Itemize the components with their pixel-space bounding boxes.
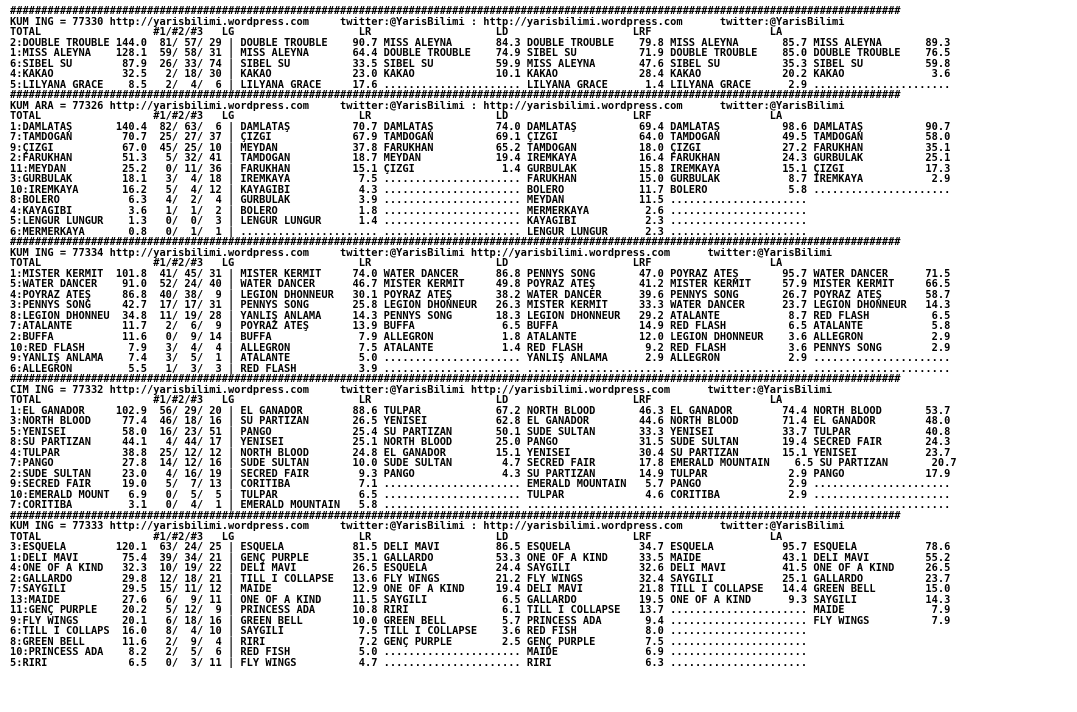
data-row-line: 6:ALLEGRON 5.5 1/ 3/ 3 | RED FLASH 3.9 ...................... ...................... ...................... ...................... [10,363,951,375]
data-row-line: 5:YENİSEİ 58.0 16/ 23/ 51 | PANGO 25.4 SU PARTİZAN 50.1 SUDE SULTAN 33.3 YENİSEİ 33.7 TULPAR 40.8 [10,426,951,438]
data-row-line: 4:POYRAZ ATEŞ 86.8 40/ 38/ 9 | LEGION DHONNEUR 30.1 POYRAZ ATEŞ 38.2 WATER DANCER 39.6 PENNYS SONG 26.7 POYRAZ ATEŞ 58.7 [10,289,951,301]
data-row-line: 2:FARUKHAN 51.3 5/ 32/ 41 | TAMDOĞAN 18.7 MEYDAN 19.4 İREMKAYA 16.4 FARUKHAN 24.3 GÜRBULAK 25.1 [10,153,951,164]
data-row-line: 8:BOLERO 6.3 4/ 2/ 4 | GÜRBULAK 3.9 ...................... MEYDAN 11.5 ...................... [10,195,808,206]
data-row-line: 11:MEYDAN 25.2 0/ 11/ 36 | FARUKHAN 15.1 ÇIZGI 1.4 GÜRBULAK 15.8 İREMKAYA 15.1 ÇIZGI 17.3 [10,163,951,175]
data-row-line: 5:RİRİ 6.5 0/ 3/ 11 | FLY WINGS 4.7 ...................... RİRİ 6.3 ...................... [10,657,808,669]
data-row-line: 4:KAYAGIBI 3.6 1/ 1/ 2 | BOLERO 1.8 ...................... MERMERKAYA 2.6 ...................... [10,205,808,217]
data-row-line: 1:EL GANADOR 102.9 56/ 29/ 20 | EL GANADOR 88.6 TULPAR 67.2 NORTH BLOOD 46.3 EL GANADOR 74.4 NORTH BLOOD 53.7 [10,405,951,417]
data-row-line: 7:TAMDOĞAN 70.7 25/ 27/ 37 | ÇIZGI 67.9 TAMDOĞAN 69.1 ÇIZGI 64.0 TAMDOĞAN 49.5 TAMDOĞAN 58.0 [10,132,951,143]
data-row-line: 9:YANLIŞ ANLAMA 7.4 3/ 5/ 1 | ATALANTE 5.0 ...................... YANLIŞ ANLAMA 2.9 ALLEGRON 2.9 ...................... [10,353,951,364]
data-row-line: 7:PANGO 27.8 14/ 12/ 16 | SUDE SULTAN 10.0 SUDE SULTAN 4.7 SECRED FAIR 17.8 EMERALD MOUNTAIN 6.5 SU PARTİZAN 20.7 [10,458,957,469]
data-row-line: 2:SUDE SULTAN 23.0 4/ 16/ 19 | SECRED FAIR 9.3 PANGO 4.3 SU PARTİZAN 14.9 TULPAR 2.9 PANGO 17.9 [10,468,951,480]
separator-line: ############################################################################################################################################### [10,510,901,522]
data-row-line: 2:BUFFA 11.6 0/ 9/ 14 | BUFFA 7.9 ALLEGRON 1.8 ATALANTE 12.0 LEGION DHONNEUR 3.6 ALLEGRON 2.9 [10,331,951,343]
data-row-line: 4:KAKAO 32.5 2/ 18/ 30 | KAKAO 23.0 KAKAO 10.1 KAKAO 28.4 KAKAO 20.2 KAKAO 3.6 [10,69,951,80]
data-row-line: 1:MISTER KERMİT 101.8 41/ 45/ 31 | MISTER KERMİT 74.0 WATER DANCER 86.8 PENNYS SONG 47.0 POYRAZ ATEŞ 95.7 WATER DANCER 71.5 [10,268,951,280]
race-header-line: KUM ING = 77330 http://yarisbilimi.wordpress.com twitter:@YarisBilimi : http://yarisbilimi.wordpress.com twitter:@YarisBilimi [10,16,845,28]
race-header-line: KUM ING = 77334 http://yarisbilimi.wordpress.com twitter:@YarisBilimi http://yarisbilimi.wordpress.com twitter:@YarisBilimi [10,247,833,259]
data-row-line: 3:NORTH BLOOD 77.4 46/ 18/ 16 | SU PARTIZAN 26.5 YENİSEİ 62.8 EL GANADOR 44.6 NORTH BLOOD 71.4 EL GANADOR 48.0 [10,416,951,427]
column-header-line: TOTAL #1/#2/#3 LG LR LD LRF LA [10,111,783,122]
separator-line: ############################################################################################################################################### [10,90,901,101]
data-row-line: 9:SECRED FAIR 19.0 5/ 7/ 13 | CORITIBA 7.1 ...................... EMERALD MOUNTAIN 5.7 PANGO 2.9 ...................... [10,479,951,490]
data-row-line: 5:LILYANA GRACE 8.5 2/ 4/ 6 | LILYANA GRACE 17.6 ...................... LILYANA GRACE 1.4 LILYANA GRACE 2.9 ...................... [10,79,951,91]
data-row-line: 1:DELİ MAVİ 75.4 39/ 34/ 21 | GENÇ PURPLE 35.1 GALLARDO 53.3 ONE OF A KIND 33.5 MAIDE 43.1 DELİ MAVİ 55.2 [10,552,951,564]
column-header-line: TOTAL #1/#2/#3 LG LR LD LRF LA [10,395,783,406]
data-row-line: 10:İREMKAYA 16.2 5/ 4/ 12 | KAYAGIBI 4.3 ...................... BOLERO 11.7 BOLERO 5.8 ...................... [10,184,951,196]
data-row-line: 7:SAYGILI 29.5 15/ 11/ 12 | MAIDE 12.9 ONE OF A KIND 19.4 DELİ MAVİ 21.8 TILL I COLLAPSE 14.4 GREEN BELL 15.0 [10,584,951,595]
data-row-line: 7:ATALANTE 11.7 2/ 6/ 9 | POYRAZ ATEŞ 13.9 BUFFA 6.5 BUFFA 14.9 RED FLASH 6.5 ATALANTE 5.8 [10,321,951,332]
data-row-line: 3:ESQUELA 120.1 63/ 24/ 25 | ESQUELA 81.5 DELİ MAVİ 86.5 ESQUELA 34.7 ESQUELA 95.7 ESQUELA 78.6 [10,542,951,553]
data-row-line: 8:GREEN BELL 11.6 2/ 9/ 4 | RİRİ 7.2 GENÇ PURPLE 2.5 GENÇ PURPLE 7.5 ...................... [10,636,808,648]
data-row-line: 4:ONE OF A KIND 32.3 10/ 19/ 22 | DELİ MAVİ 26.5 ESQUELA 24.4 SAYGILI 32.6 DELİ MAVİ 41.5 ONE OF A KIND 26.5 [10,563,951,574]
separator-line: ############################################################################################################################################### [10,237,901,248]
data-row-line: 9:FLY WINGS 20.1 6/ 18/ 16 | GREEN BELL 10.0 GREEN BELL 5.7 PRINCESS ADA 9.4 ...................... FLY WINGS 7.9 [10,615,951,627]
column-header-line: TOTAL #1/#2/#3 LG LR LD LRF LA [10,27,783,38]
data-row-line: 13:MAIDE 27.6 6/ 9/ 11 | ONE OF A KIND 11.5 SAYGILI 6.5 GALLARDO 19.5 ONE OF A KIND 9.3 SAYGILI 14.3 [10,594,951,606]
data-row-line: 3:PENNYS SONG 42.7 17/ 17/ 31 | PENNYS SONG 25.8 LEGION DHONNEUR 26.3 MISTER KERMİT 33.3 WATER DANCER 23.7 LEGION DHONNEUR 14.3 [10,300,951,311]
column-header-line: TOTAL #1/#2/#3 LG LR LD LRF LA [10,531,783,543]
data-row-line: 2:GALLARDO 29.8 12/ 18/ 21 | TILL I COLLAPSE 13.6 FLY WINGS 21.2 FLY WINGS 32.4 SAYGILI 25.1 GALLARDO 23.7 [10,573,951,585]
data-row-line: 4:TULPAR 38.8 25/ 12/ 12 | NORTH BLOOD 24.8 EL GANADOR 15.1 YENİSEİ 30.4 SU PARTİZAN 15.1 YENİSEİ 23.7 [10,447,951,459]
data-row-line: 6:TILL I COLLAPS 16.0 8/ 4/ 10 | SAYGILI 7.5 TILL I COLLAPSE 3.6 RED FISH 8.0 ...................... [10,626,808,637]
race-header-line: KUM ING = 77333 http://yarisbilimi.wordpress.com twitter:@YarisBilimi : http://yarisbilimi.wordpress.com twitter:@YarisBilimi [10,521,845,532]
data-row-line: 10:RED FLASH 7.9 3/ 4/ 4 | ALLEGRON 7.5 ATALANTE 1.4 RED FLASH 9.2 RED FLASH 3.6 PENNYS SONG 2.9 [10,342,951,354]
data-row-line: 9:ÇIZGI 67.0 45/ 25/ 10 | MEYDAN 37.8 FARUKHAN 65.2 TAMDOĞAN 18.0 ÇIZGI 27.2 FARUKHAN 35.1 [10,142,951,154]
separator-line: ############################################################################################################################################### [10,374,901,385]
data-row-line: 11:GENÇ PURPLE 20.2 5/ 12/ 9 | PRINCESS ADA 10.8 RİRİ 6.1 TILL I COLLAPSE 13.7 ...................... MAIDE 7.9 [10,605,951,616]
data-row-line: 8:LEGION DHONNEU 34.8 11/ 19/ 28 | YANLIŞ ANLAMA 14.3 PENNYS SONG 18.3 LEGION DHONNEUR 29.2 ATALANTE 8.7 RED FLASH 6.5 [10,310,951,322]
data-row-line: 1:DAMLATAŞ 140.4 82/ 63/ 6 | DAMLATAŞ 70.7 DAMLATAŞ 74.0 DAMLATAŞ 69.4 DAMLATAŞ 98.6 DAMLATAŞ 90.7 [10,121,951,133]
data-row-line: 10:PRINCESS ADA 8.2 2/ 5/ 6 | RED FISH 5.0 ...................... MAIDE 6.9 ...................... [10,647,808,658]
data-row-line: 6:MERMERKAYA 0.8 0/ 1/ 1 | ...................... ...................... LENGÜR LÜNGÜR 2.3 ...................... [10,226,808,238]
data-row-line: 5:LENGÜR LÜNGÜR 1.3 0/ 0/ 3 | LENGÜR LÜNGÜR 1.4 ...................... KAYAGIBI 2.3 ...................... [10,216,808,227]
race-header-line: CIM ING = 77332 http://yarisbilimi.wordpress.com twitter:@YarisBilimi http://yarisbilimi.wordpress.com twitter:@YarisBilimi [10,384,833,396]
data-row-line: 2:DOUBLE TROUBLE 144.0 81/ 57/ 29 | DOUBLE TROUBLE 90.7 MISS ALEYNA 84.3 DOUBLE TROUBLE 79.8 MISS ALEYNA 85.7 MISS ALEYNA 89.3 [10,37,951,49]
race-header-line: KUM ARA = 77326 http://yarisbilimi.wordpress.com twitter:@YarisBilimi : http://yarisbilimi.wordpress.com twitter:@YarisBilimi [10,100,845,112]
data-row-line: 8:SU PARTİZAN 44.1 4/ 44/ 17 | YENİSEİ 25.1 NORTH BLOOD 25.0 PANGO 31.5 SUDE SULTAN 19.4 SECRED FAIR 24.3 [10,437,951,448]
data-row-line: 6:SIBEL SU 87.9 26/ 33/ 74 | SIBEL SU 33.5 SIBEL SU 59.9 MISS ALEYNA 47.6 SIBEL SU 35.3 SIBEL SU 59.8 [10,58,951,70]
data-row-line: 1:MISS ALEYNA 128.1 59/ 58/ 31 | MISS ALEYNA 64.4 DOUBLE TROUBLE 74.9 SIBEL SU 71.9 DOUBLE TROUBLE 85.0 DOUBLE TROUBLE 76.5 [10,48,951,59]
data-row-line: 5:WATER DANCER 91.0 52/ 24/ 40 | WATER DANCER 46.7 MISTER KERMİT 49.8 POYRAZ ATEŞ 41.2 MISTER KERMİT 57.9 MISTER KERMİT 66.5 [10,279,951,290]
data-row-line: 10:EMERALD MOUNT 6.9 0/ 5/ 5 | TULPAR 6.5 ...................... TULPAR 4.6 CORITIBA 2.9 ...................... [10,489,951,501]
separator-line: ############################################################################################################################################### [10,6,901,17]
data-row-line: 3:GÜRBULAK 18.1 3/ 4/ 18 | İREMKAYA 7.5 ...................... FARUKHAN 15.0 GÜRBULAK 8.7 İREMKAYA 2.9 [10,174,951,185]
column-header-line: TOTAL #1/#2/#3 LG LR LD LRF LA [10,258,783,269]
data-row-line: 7:CORITIBA 3.1 0/ 4/ 1 | EMERALD MOUNTAIN 5.8 ...................... ...................... ...................... ...................... [10,500,951,511]
